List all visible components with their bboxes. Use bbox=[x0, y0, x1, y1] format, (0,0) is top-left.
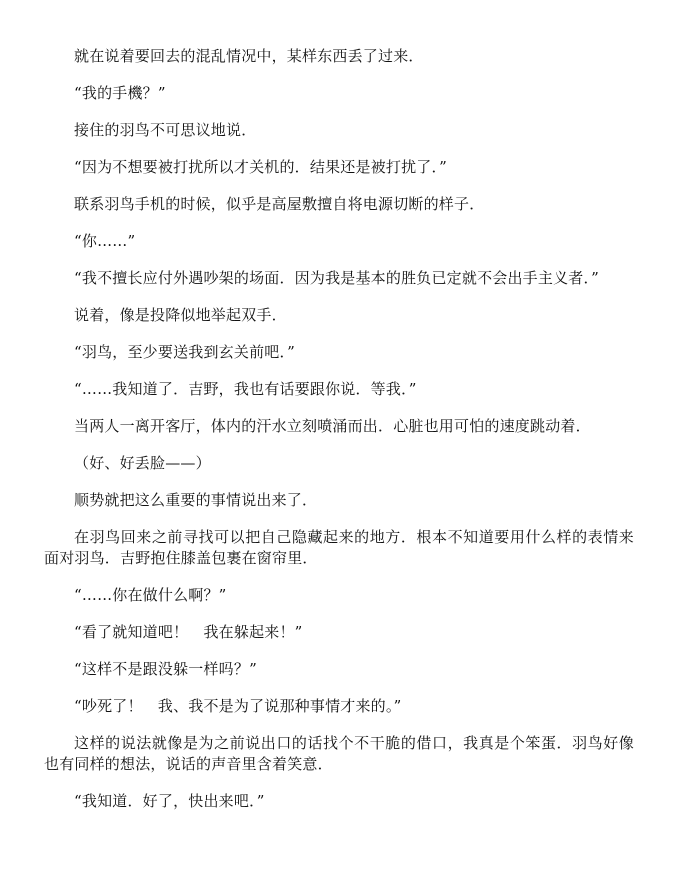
paragraph: “……我知道了．吉野，我也有话要跟你说．等我．” bbox=[74, 380, 417, 398]
paragraph: “这样不是跟没躲一样吗？” bbox=[74, 660, 257, 678]
paragraph: “吵死了！ 我、我不是为了说那种事情才来的。” bbox=[74, 697, 402, 715]
paragraph: （好、好丢脸——） bbox=[74, 454, 211, 472]
paragraph: 在羽鸟回来之前寻找可以把自己隐藏起来的地方．根本不知道要用什么样的表情来面对羽鸟．吉野抱住膝盖包裹在窗帘里． bbox=[44, 528, 634, 567]
paragraph: “羽鸟，至少要送我到玄关前吧．” bbox=[74, 343, 296, 361]
paragraph: “你……” bbox=[74, 232, 136, 250]
paragraph: “因为不想要被打扰所以才关机的．结果还是被打扰了．” bbox=[74, 158, 448, 176]
paragraph: 联系羽鸟手机的时候，似乎是高屋敷擅自将电源切断的样子． bbox=[74, 195, 485, 213]
paragraph: “我不擅长应付外遇吵架的场面．因为我是基本的胜负已定就不会出手主义者．” bbox=[74, 269, 600, 287]
paragraph: “我知道．好了，快出来吧．” bbox=[74, 792, 265, 810]
paragraph: 接住的羽鸟不可思议地说． bbox=[74, 121, 257, 139]
paragraph: “……你在做什么啊？” bbox=[74, 586, 227, 604]
paragraph: “看了就知道吧！ 我在躲起来！” bbox=[74, 623, 303, 641]
paragraph: “我的手機？” bbox=[74, 84, 166, 102]
paragraph: 顺势就把这么重要的事情说出来了． bbox=[74, 491, 318, 509]
paragraph: 当两人一离开客厅，体内的汗水立刻喷涌而出．心脏也用可怕的速度跳动着． bbox=[74, 417, 591, 435]
paragraph: 说着，像是投降似地举起双手． bbox=[74, 306, 287, 324]
paragraph: 这样的说法就像是为之前说出口的话找个不干脆的借口，我真是个笨蛋．羽鸟好像也有同样的想法，说话的声音里含着笑意． bbox=[44, 734, 634, 773]
paragraph: 就在说着要回去的混乱情况中，某样东西丢了过来． bbox=[74, 47, 424, 65]
